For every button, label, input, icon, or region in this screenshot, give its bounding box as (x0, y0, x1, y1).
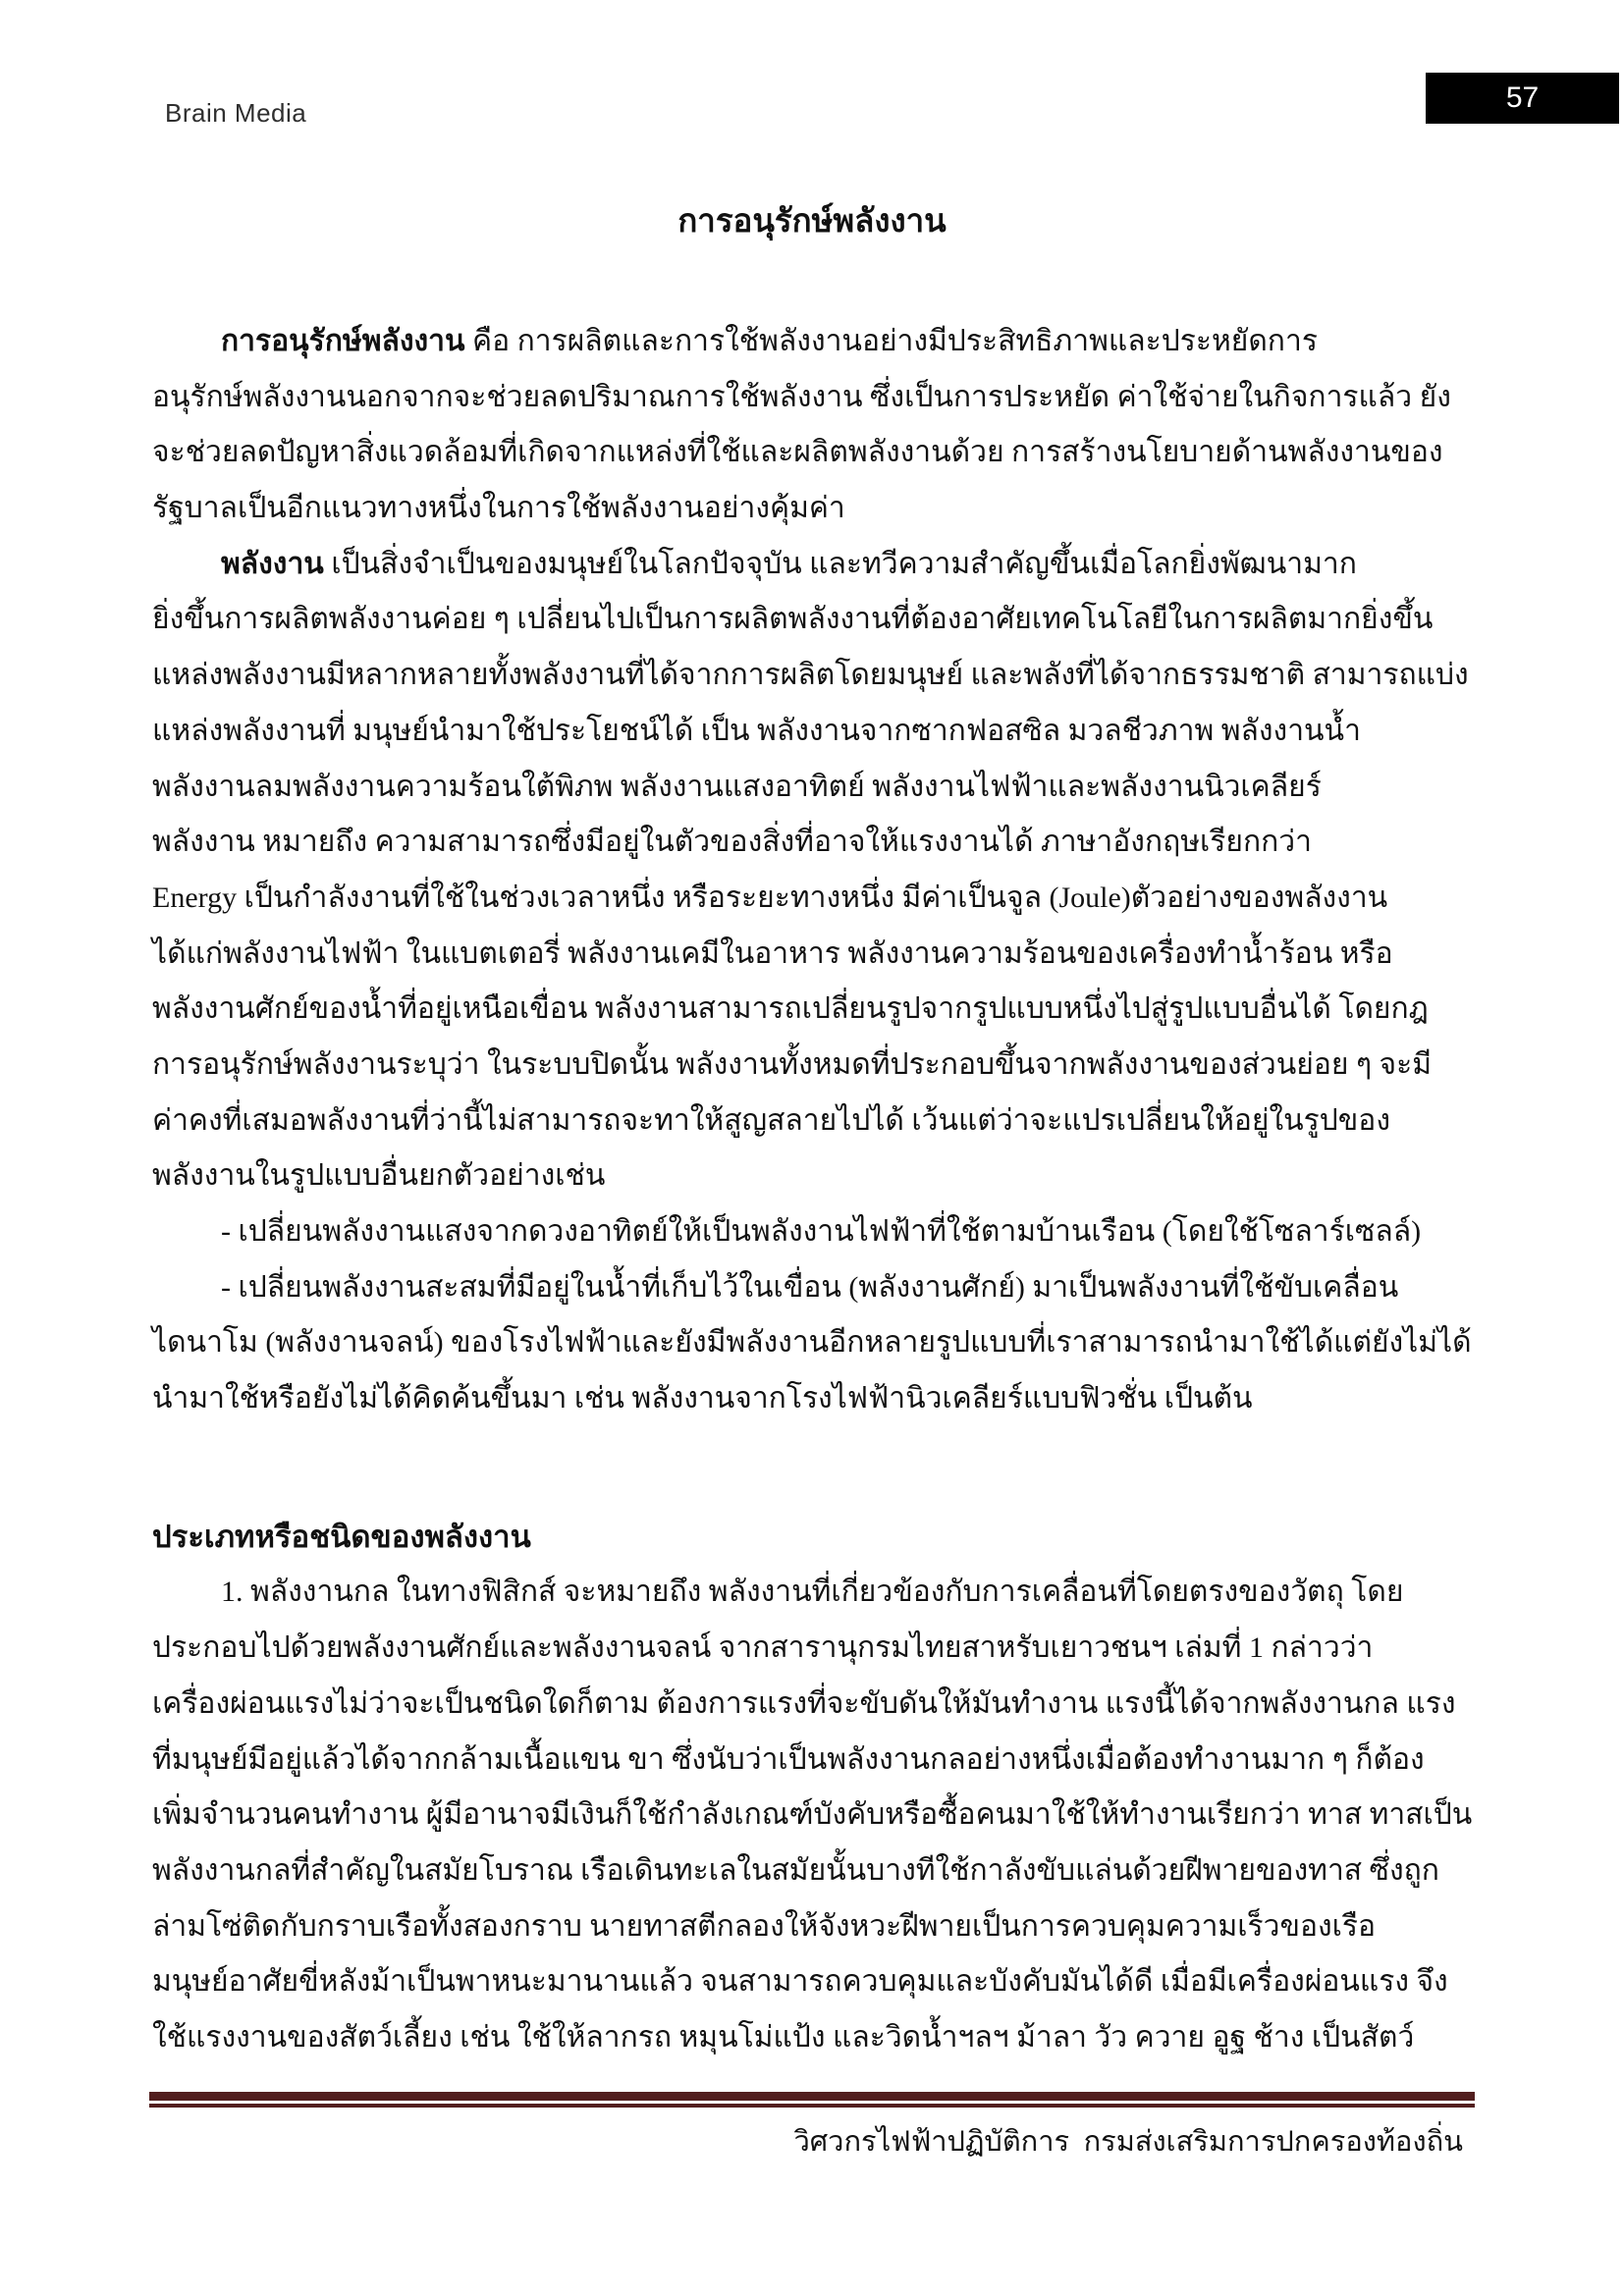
text-line: พลังงาน เป็นสิ่งจำเป็นของมนุษย์ในโลกปัจจุบัน และทวีความสำคัญขึ้นเมื่อโลกยิ่งพัฒนามาก (221, 547, 1357, 580)
text-line: นำมาใช้หรือยังไม่ได้คิดค้นขึ้นมา เช่น พลังงานจากโรงไฟฟ้านิวเคลียร์แบบฟิวชั่น เป็นต้น (152, 1382, 1253, 1415)
page-number-box (1426, 73, 1619, 124)
text-line: 1. พลังงานกล ในทางฟิสิกส์ จะหมายถึง พลังงานที่เกี่ยวข้องกับการเคลื่อนที่โดยตรงของวัตถุ โดย (221, 1575, 1404, 1609)
text-line: - เปลี่ยนพลังงานแสงจากดวงอาทิตย์ให้เป็นพลังงานไฟฟ้าที่ใช้ตามบ้านเรือน (โดยใช้โซลาร์เซลล์) (221, 1215, 1422, 1248)
text-line: ยิ่งขึ้นการผลิตพลังงานค่อย ๆ เปลี่ยนไปเป็นการผลิตพลังงานที่ต้องอาศัยเทคโนโลยีในการผลิตมากยิ่งขึ้น (152, 603, 1434, 636)
header-brand: Brain Media (165, 98, 307, 128)
document-body (152, 314, 1474, 2066)
footer-rule (149, 2092, 1475, 2108)
bold-lead: พลังงาน (221, 547, 324, 580)
text-line: ค่าคงที่เสมอพลังงานที่ว่านี้ไม่สามารถจะทาให้สูญสลายไปได้ เว้นแต่ว่าจะแปรเปลี่ยนให้อยู่ในรูปของ (152, 1103, 1390, 1137)
text-line: พลังงาน หมายถึง ความสามารถซึ่งมีอยู่ในตัวของสิ่งที่อาจให้แรงงานได้ ภาษาอังกฤษเรียกกว่า (152, 826, 1312, 859)
text-line: ที่มนุษย์มีอยู่แล้วได้จากกล้ามเนื้อแขน ขา ซึ่งนับว่าเป็นพลังงานกลอย่างหนึ่งเมื่อต้องทำงานมาก ๆ ก็ต้อง (152, 1742, 1425, 1776)
text-line: พลังงานลมพลังงานความร้อนใต้พิภพ พลังงานแสงอาทิตย์ พลังงานไฟฟ้าและพลังงานนิวเคลียร์ (152, 770, 1322, 803)
text-line: ไดนาโม (พลังงานจลน์) ของโรงไฟฟ้าและยังมีพลังงานอีกหลายรูปแบบที่เราสามารถนำมาใช้ได้แต่ยังไม่ได้ (152, 1326, 1472, 1360)
section-heading: ประเภทหรือชนิดของพลังงาน (152, 1519, 531, 1554)
bold-lead: การอนุรักษ์พลังงาน (221, 325, 465, 357)
blank-space (152, 1427, 1474, 1510)
text-line: Energy เป็นกำลังงานที่ใช้ในช่วงเวลาหนึ่ง หรือระยะทางหนึ่ง มีค่าเป็นจูล (Joule)ตัวอย่างของพลังงาน (152, 881, 1388, 914)
text-line: ใช้แรงงานของสัตว์เลี้ยง เช่น ใช้ให้ลากรถ หมุนโม่แป้ง และวิดน้ำฯลฯ ม้าลา วัว ควาย อูฐ ช้าง เป็นสัตว์ (152, 2020, 1415, 2054)
text-line: เพิ่มจำนวนคนทำงาน ผู้มีอานาจมีเงินก็ใช้กำลังเกณฑ์บังคับหรือซื้อคนมาใช้ให้ทำงานเรียกว่า ทาส ทาสเป็น (152, 1798, 1473, 1832)
footer-rule-thin (149, 2104, 1475, 2108)
text-line: การอนุรักษ์พลังงานระบุว่า ในระบบปิดนั้น พลังงานทั้งหมดที่ประกอบขึ้นจากพลังงานของส่วนย่อย ๆ จะมี (152, 1047, 1433, 1081)
text-line: ล่ามโซ่ติดกับกราบเรือทั้งสองกราบ นายทาสตีกลองให้จังหวะฝีพายเป็นการควบคุมความเร็วของเรือ (152, 1909, 1377, 1943)
page-number: 57 (1505, 81, 1540, 114)
text-line: แหล่งพลังงานที่ มนุษย์นำมาใช้ประโยชน์ได้ เป็น พลังงานจากซากฟอสซิล มวลชีวภาพ พลังงานน้ำ (152, 714, 1361, 747)
text-line: การอนุรักษ์พลังงาน คือ การผลิตและการใช้พลังงานอย่างมีประสิทธิภาพและประหยัดการ (221, 325, 1318, 357)
footer-text: วิศวกรไฟฟ้าปฏิบัติการ กรมส่งเสริมการปกครองท้องถิ่น (793, 2126, 1463, 2158)
text-line: พลังงานในรูปแบบอื่นยกตัวอย่างเช่น (152, 1159, 606, 1193)
footer-rule-thick (149, 2092, 1475, 2101)
text-line: แหล่งพลังงานมีหลากหลายทั้งพลังงานที่ได้จากการผลิตโดยมนุษย์ และพลังที่ได้จากธรรมชาติ สามารถแบ่ง (152, 659, 1469, 692)
document-title: การอนุรักษ์พลังงาน (677, 204, 947, 240)
text-line: พลังงานกลที่สำคัญในสมัยโบราณ เรือเดินทะเลในสมัยนั้นบางทีใช้กาลังขับแล่นด้วยฝีพายของทาส ซึ่งถูก (152, 1853, 1439, 1887)
text-line: รัฐบาลเป็นอีกแนวทางหนึ่งในการใช้พลังงานอย่างคุ้มค่า (152, 492, 845, 525)
text-line: ประกอบไปด้วยพลังงานศักย์และพลังงานจลน์ จากสารานุกรมไทยสาหรับเยาวชนฯ เล่มที่ 1 กล่าวว่า (152, 1631, 1374, 1665)
text-line: พลังงานศักย์ของน้ำที่อยู่เหนือเขื่อน พลังงานสามารถเปลี่ยนรูปจากรูปแบบหนึ่งไปสู่รูปแบบอื่นได้ โดยกฎ (152, 992, 1429, 1026)
text-line: อนุรักษ์พลังงานนอกจากจะช่วยลดปริมาณการใช้พลังงาน ซึ่งเป็นการประหยัด ค่าใช้จ่ายในกิจการแล้ว ยัง (152, 380, 1451, 413)
text-line: - เปลี่ยนพลังงานสะสมที่มีอยู่ในน้ำที่เก็บไว้ในเขื่อน (พลังงานศักย์) มาเป็นพลังงานที่ใช้ขับเคลื่อน (221, 1270, 1399, 1304)
text-line: เครื่องผ่อนแรงไม่ว่าจะเป็นชนิดใดก็ตาม ต้องการแรงที่จะขับดันให้มันทำงาน แรงนี้ได้จากพลังงานกล แรง (152, 1686, 1456, 1720)
text-line: ได้แก่พลังงานไฟฟ้า ในแบตเตอรี่ พลังงานเคมีในอาหาร พลังงานความร้อนของเครื่องทำน้ำร้อน หรือ (152, 936, 1393, 970)
text-line: จะช่วยลดปัญหาสิ่งแวดล้อมที่เกิดจากแหล่งที่ใช้และผลิตพลังงานด้วย การสร้างนโยบายด้านพลังงานของ (152, 436, 1443, 469)
text-line: มนุษย์อาศัยขี่หลังม้าเป็นพาหนะมานานแล้ว จนสามารถควบคุมและบังคับมันได้ดี เมื่อมีเครื่องผ่อนแรง จึง (152, 1965, 1448, 1999)
